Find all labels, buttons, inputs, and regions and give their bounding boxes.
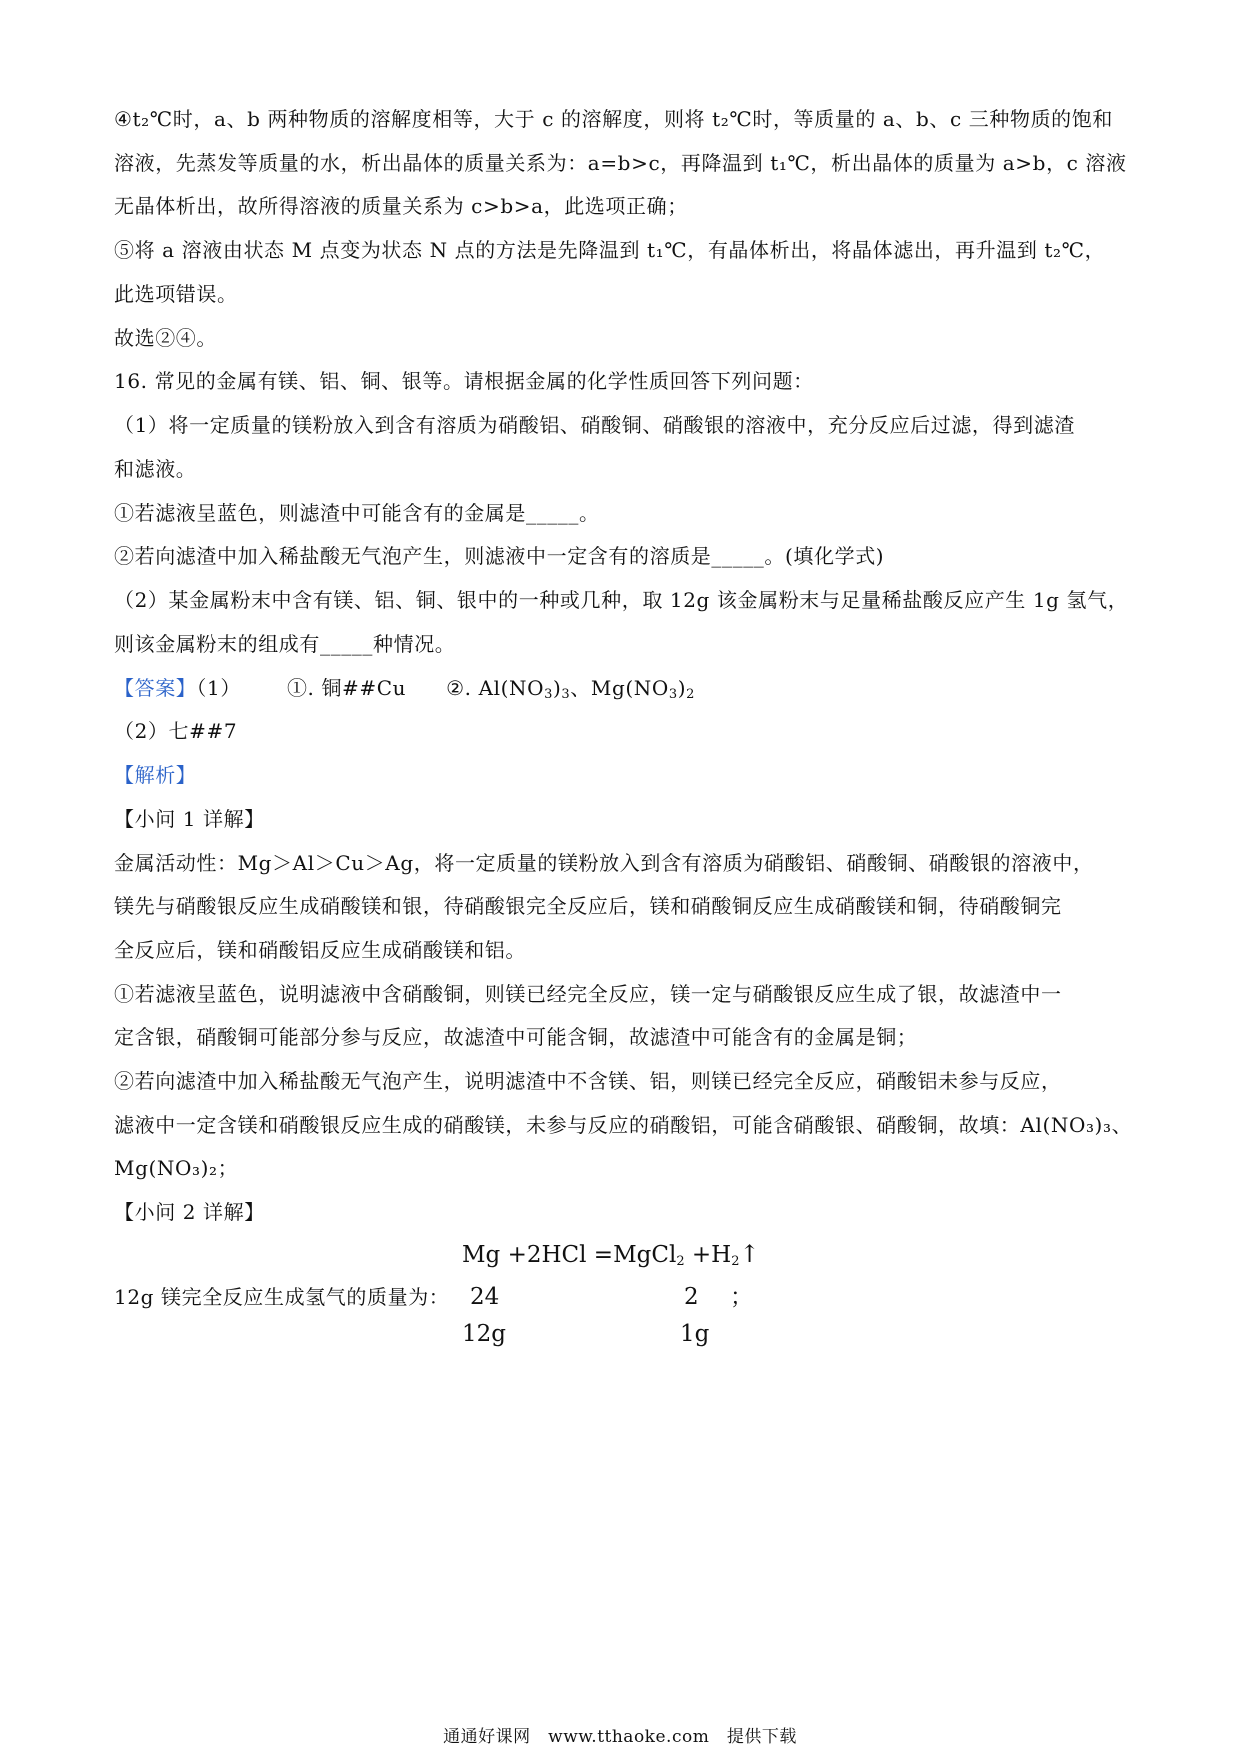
ratio-h2: 2 (684, 1284, 699, 1310)
answer-line (114, 675, 1130, 701)
ratio-mg: 24 (470, 1284, 500, 1310)
subquestion-2-heading: 【小问 2 详解】 (114, 1200, 265, 1224)
analysis-line: 镁先与硝酸银反应生成硝酸镁和银，待硝酸银完全反应后，镁和硝酸铜反应生成硝酸镁和铜，待硝酸铜完 (114, 894, 1062, 918)
analysis-line: Mg(NO₃)₂； (114, 1156, 239, 1180)
equation-lead: 12g 镁完全反应生成氢气的质量为： (114, 1285, 450, 1309)
paragraph-line: 无晶体析出，故所得溶液的质量关系为 c>b>a，此选项正确； (114, 194, 688, 218)
paragraph-line: ⑤将 a 溶液由状态 M 点变为状态 N 点的方法是先降温到 t₁℃，有晶体析出，将晶体滤出，再升温到 t₂℃， (114, 238, 1106, 262)
question-line: 则该金属粉末的组成有_____种情况。 (114, 632, 456, 656)
subquestion-1-heading: 【小问 1 详解】 (114, 807, 265, 831)
answer-choice-2: ②. $Al(NO_3)_3$、$Mg(NO_3)_2$ (446, 676, 696, 702)
analysis-line: ②若向滤渣中加入稀盐酸无气泡产生，说明滤渣中不含镁、铝，则镁已经完全反应，硝酸铝未参与反应， (114, 1069, 1062, 1093)
question-line: ①若滤液呈蓝色，则滤渣中可能含有的金属是_____。 (114, 501, 600, 525)
equation-semicolon: ； (730, 1284, 753, 1310)
paragraph-line: ④t₂℃时，a、b 两种物质的溶解度相等，大于 c 的溶解度，则将 t₂℃时，等质量的 a、b、c 三种物质的饱和 (114, 107, 1113, 131)
mass-mg: 12g (462, 1321, 506, 1347)
question-title: 16. 常见的金属有镁、铝、铜、银等。请根据金属的化学性质回答下列问题： (114, 369, 814, 393)
question-line: （2）某金属粉末中含有镁、铝、铜、银中的一种或几种，取 12g 该金属粉末与足量稀盐酸反应产生 1g 氢气， (114, 588, 1129, 612)
answer-choice-1: ①. 铜##Cu (286, 676, 407, 700)
page-footer: 通通好课网 www.tthaoke.com 提供下载 (443, 1727, 797, 1747)
analysis-line: 金属活动性：Mg＞Al＞Cu＞Ag，将一定质量的镁粉放入到含有溶质为硝酸铝、硝酸铜、硝酸银的溶液中， (114, 851, 1094, 875)
analysis-line: ①若滤液呈蓝色，说明滤液中含硝酸铜，则镁已经完全反应，镁一定与硝酸银反应生成了银，故滤渣中一 (114, 982, 1062, 1006)
analysis-line: 全反应后，镁和硝酸铝反应生成硝酸镁和铝。 (114, 938, 526, 962)
paragraph-line: 故选②④。 (114, 326, 217, 350)
mass-h2: 1g (680, 1321, 710, 1347)
chemical-equation: Mg +2HCl =MgCl$_2$ $+H_2↑$ (462, 1240, 760, 1269)
paragraph-line: 此选项错误。 (114, 282, 238, 306)
answer-part2: （2）七##7 (114, 719, 238, 743)
analysis-tag: 【解析】 (114, 763, 197, 787)
answer-tag: 【答案】 (114, 676, 197, 700)
analysis-line: 滤液中一定含镁和硝酸银反应生成的硝酸镁，未参与反应的硝酸铝，可能含硝酸银、硝酸铜，故填：Al(NO₃)₃、 (114, 1113, 1133, 1137)
answer-part1-label: （1） (196, 676, 241, 700)
question-line: 和滤液。 (114, 457, 197, 481)
gas-arrow-icon: ↑ (739, 1240, 760, 1268)
analysis-line: 定含银，硝酸铜可能部分参与反应，故滤渣中可能含铜，故滤渣中可能含有的金属是铜； (114, 1025, 918, 1049)
paragraph-line: 溶液，先蒸发等质量的水，析出晶体的质量关系为：a=b>c，再降温到 t₁℃，析出晶体的质量为 a>b，c 溶液 (114, 151, 1127, 175)
question-line: ②若向滤渣中加入稀盐酸无气泡产生，则滤液中一定含有的溶质是_____。(填化学式) (114, 544, 885, 568)
question-line: （1）将一定质量的镁粉放入到含有溶质为硝酸铝、硝酸铜、硝酸银的溶液中，充分反应后过滤，得到滤渣 (114, 413, 1075, 437)
